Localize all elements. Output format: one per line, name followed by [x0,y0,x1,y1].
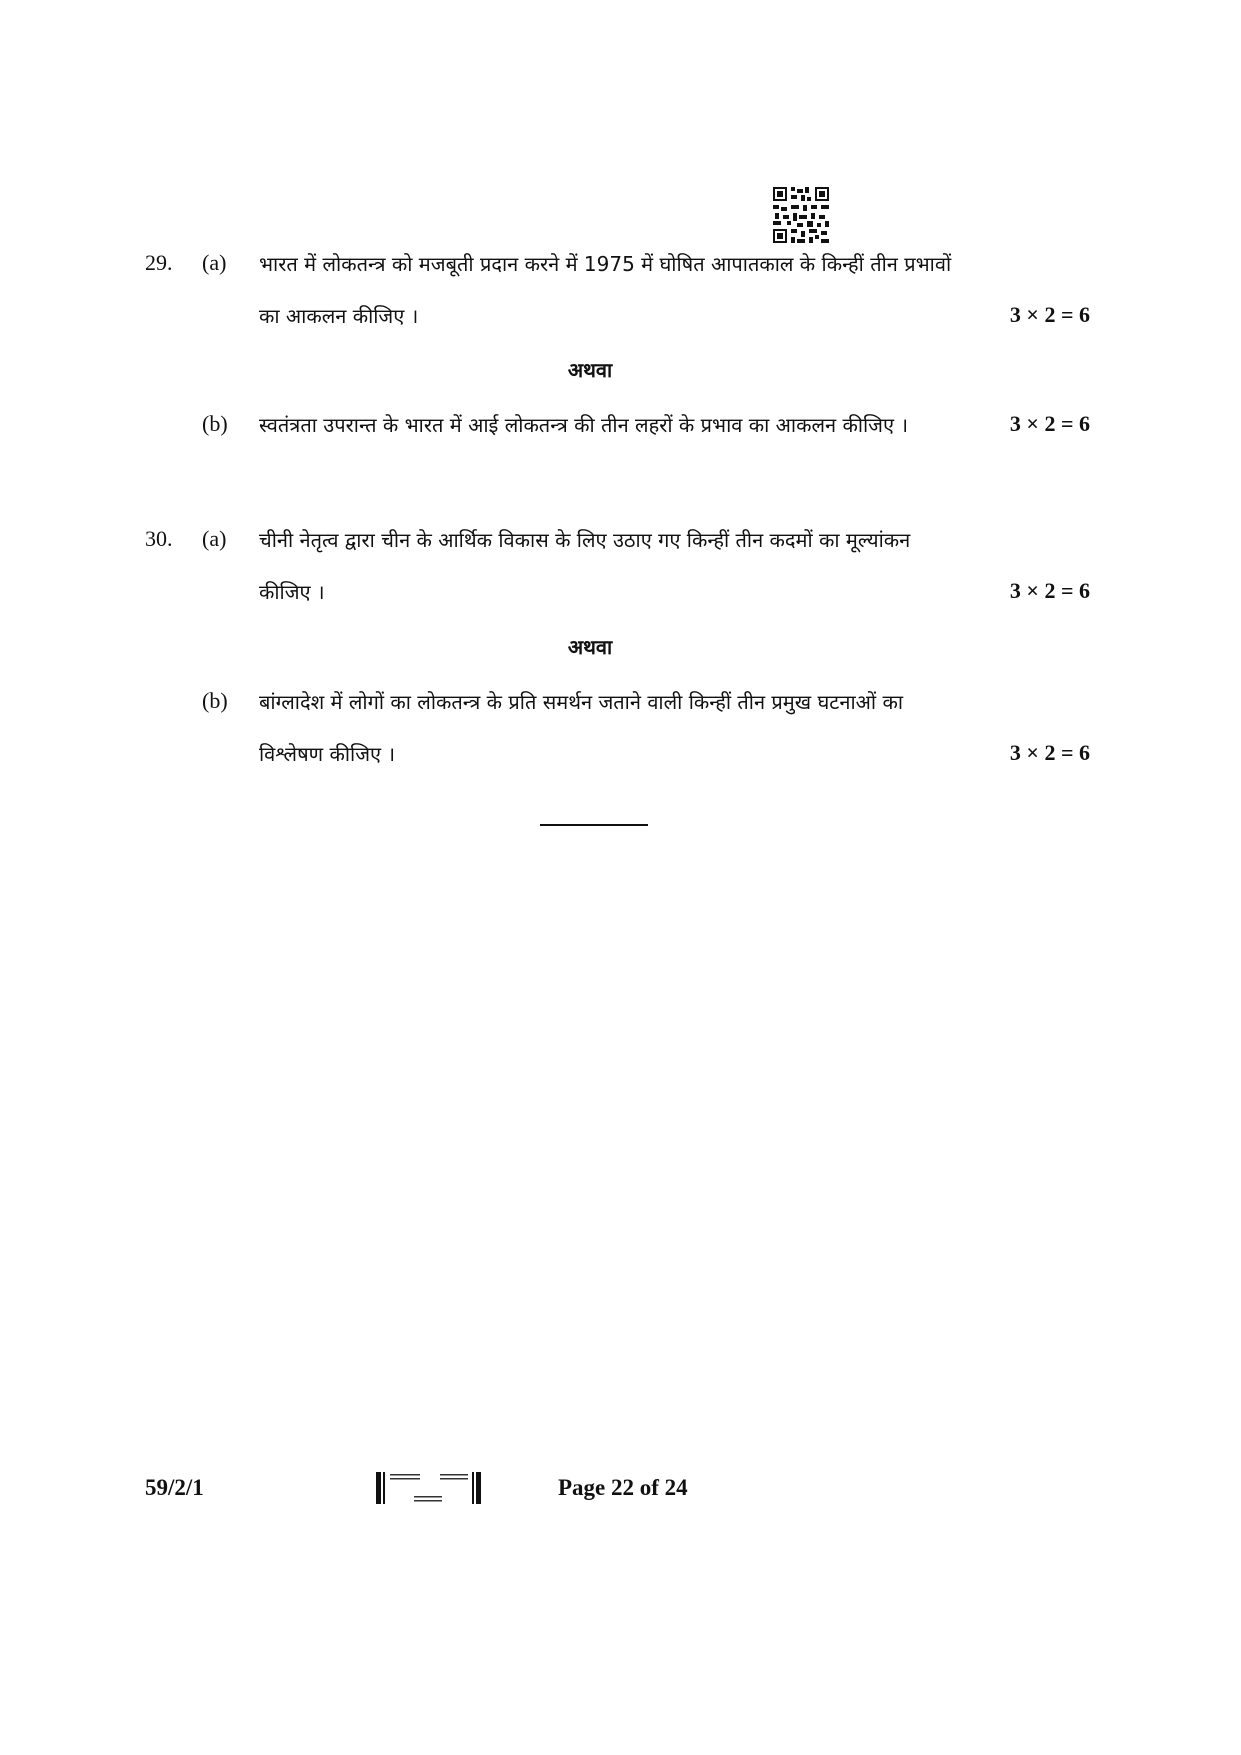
part-label: (b) [202,411,228,436]
marks: 3 × 2 = 6 [1009,578,1090,603]
question-text: का आकलन कीजिए । [259,304,419,328]
or-separator: अथवा [567,358,613,382]
part-label: (b) [202,688,228,713]
barcode-mark [376,1470,484,1506]
question-text: चीनी नेतृत्व द्वारा चीन के आर्थिक विकास के लिए उठाए गए किन्हीं तीन कदमों का मूल्यांकन [259,528,911,552]
question-text: बांग्लादेश में लोगों का लोकतन्त्र के प्रति समर्थन जताने वाली किन्हीं तीन प्रमुख घटनाओं का [259,690,904,714]
or-separator: अथवा [567,635,613,659]
question-text: भारत में लोकतन्त्र को मजबूती प्रदान करने में 1975 में घोषित आपातकाल के किन्हीं तीन प्रभावों [259,252,952,276]
question-text: विश्लेषण कीजिए । [259,742,396,766]
marks: 3 × 2 = 6 [1009,302,1090,327]
question-number: 29. [145,250,173,275]
marks: 3 × 2 = 6 [1009,740,1090,765]
question-number: 30. [145,526,173,551]
page-number: Page 22 of 24 [558,1475,688,1500]
part-label: (a) [202,526,227,551]
question-text: स्वतंत्रता उपरान्त के भारत में आई लोकतन्त्र की तीन लहरों के प्रभाव का आकलन कीजिए । [259,413,909,437]
question-text: कीजिए । [259,580,325,604]
paper-code: 59/2/1 [145,1475,204,1500]
part-label: (a) [202,250,227,275]
qr-code [773,187,829,243]
end-rule [540,824,648,826]
marks: 3 × 2 = 6 [1009,411,1090,436]
